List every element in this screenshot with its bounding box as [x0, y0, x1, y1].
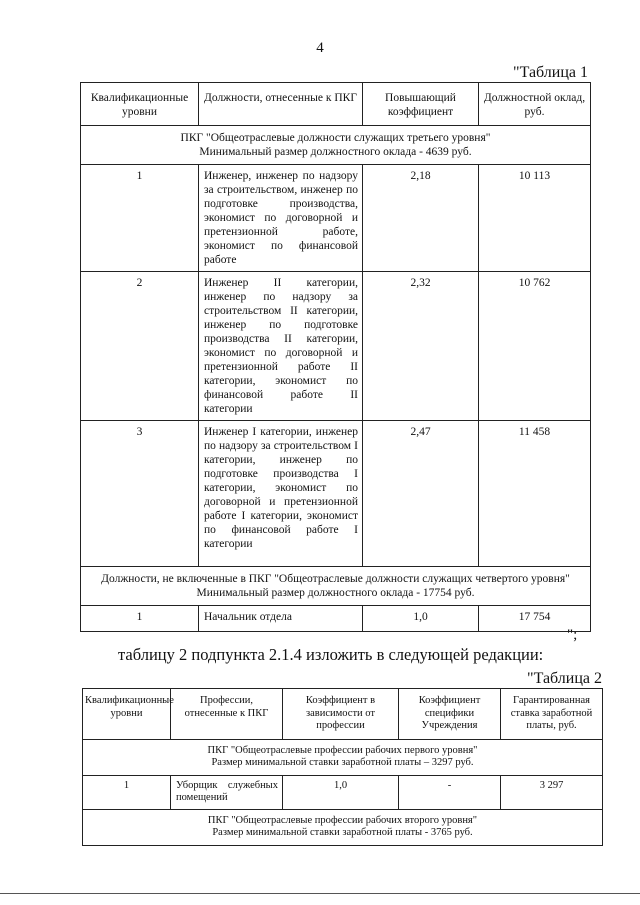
group-subtitle: Размер минимальной ставки заработной платы – 3297 руб.: [211, 757, 474, 768]
header-cell: Квалификационные уровни: [83, 689, 171, 740]
level-cell: 1: [81, 606, 199, 632]
profession-cell: Уборщик служебных помещений: [171, 775, 283, 809]
table-row: [81, 165, 591, 272]
instruction-text: таблицу 2 подпункта 2.1.4 изложить в следующей редакции:: [118, 645, 544, 664]
group-row: [83, 739, 603, 775]
salary-cell: 10 762: [479, 272, 591, 421]
header-cell: Профессии, отнесенные к ПКГ: [171, 689, 283, 740]
group-row: [83, 809, 603, 845]
position-cell: Инженер, инженер по надзору за строительством, инженер по подготовке производства, экономист по договорной и претензионной работе, экономист по финансовой работе: [199, 165, 363, 272]
rate-cell: 3 297: [501, 775, 603, 809]
table-row: [81, 272, 591, 421]
header-cell: Коэффициент в зависимости от профессии: [283, 689, 399, 740]
header-cell: Должности, отнесенные к ПКГ: [199, 83, 363, 126]
group-subtitle: Размер минимальной ставки заработной платы - 3765 руб.: [212, 827, 473, 838]
level-cell: 1: [83, 775, 171, 809]
page-bottom-rule: [0, 893, 640, 894]
group-subtitle: Минимальный размер должностного оклада - 4639 руб.: [199, 146, 472, 158]
table-row: [81, 421, 591, 567]
header-cell: Должностной оклад, руб.: [479, 83, 591, 126]
coef-cell: 2,47: [363, 421, 479, 567]
header-cell: Гарантированная ставка заработной платы, руб.: [501, 689, 603, 740]
spec-cell: -: [399, 775, 501, 809]
coef-cell: 2,32: [363, 272, 479, 421]
group-row: [81, 567, 591, 606]
position-cell: Начальник отдела: [199, 606, 363, 632]
salary-cell: 10 113: [479, 165, 591, 272]
header-cell: Коэффициент специфики Учреждения: [399, 689, 501, 740]
group-cell: [81, 126, 591, 165]
group-title: ПКГ "Общеотраслевые профессии рабочих второго уровня": [207, 814, 478, 826]
coef-cell: 2,18: [363, 165, 479, 272]
table1-header-row: [81, 83, 591, 126]
level-cell: 1: [81, 165, 199, 272]
table-row: [81, 606, 591, 632]
group-cell: [83, 809, 603, 845]
salary-cell: 17 754: [479, 606, 591, 632]
table2-caption: "Таблица 2: [527, 670, 602, 687]
group-cell: [83, 739, 603, 775]
group-title: Должности, не включенные в ПКГ "Общеотраслевые должности служащих четвертого уровня": [101, 573, 570, 585]
level-cell: 2: [81, 272, 199, 421]
page-number: 4: [316, 40, 324, 56]
salary-cell: 11 458: [479, 421, 591, 567]
position-cell: Инженер I категории, инженер по надзору за строительством I категории, инженер по подготовке производства I категории, экономист по договорной и претензионной работе I категории, экономист по финансовой работе I категории: [199, 421, 363, 567]
group-subtitle: Минимальный размер должностного оклада - 17754 руб.: [196, 587, 475, 599]
table1-end-quote: ";: [567, 627, 578, 643]
level-cell: 3: [81, 421, 199, 567]
table1: [80, 82, 591, 632]
table2-header-row: [83, 689, 603, 740]
position-cell: Инженер II категории, инженер по надзору за строительством II категории, инженер по подготовке производства II категории, экономист по договорной и претензионной работе II категории, экономист по финансовой работе II категории: [199, 272, 363, 421]
group-title: ПКГ "Общеотраслевые должности служащих третьего уровня": [180, 132, 491, 144]
coef-cell: 1,0: [363, 606, 479, 632]
group-row: [81, 126, 591, 165]
table1-caption: "Таблица 1: [513, 64, 588, 81]
header-cell: Повышающий коэффициент: [363, 83, 479, 126]
group-title: ПКГ "Общеотраслевые профессии рабочих первого уровня": [207, 744, 478, 756]
table2: [82, 688, 603, 846]
table-row: [83, 775, 603, 809]
group-cell: [81, 567, 591, 606]
coef-cell: 1,0: [283, 775, 399, 809]
header-cell: Квалификационные уровни: [81, 83, 199, 126]
